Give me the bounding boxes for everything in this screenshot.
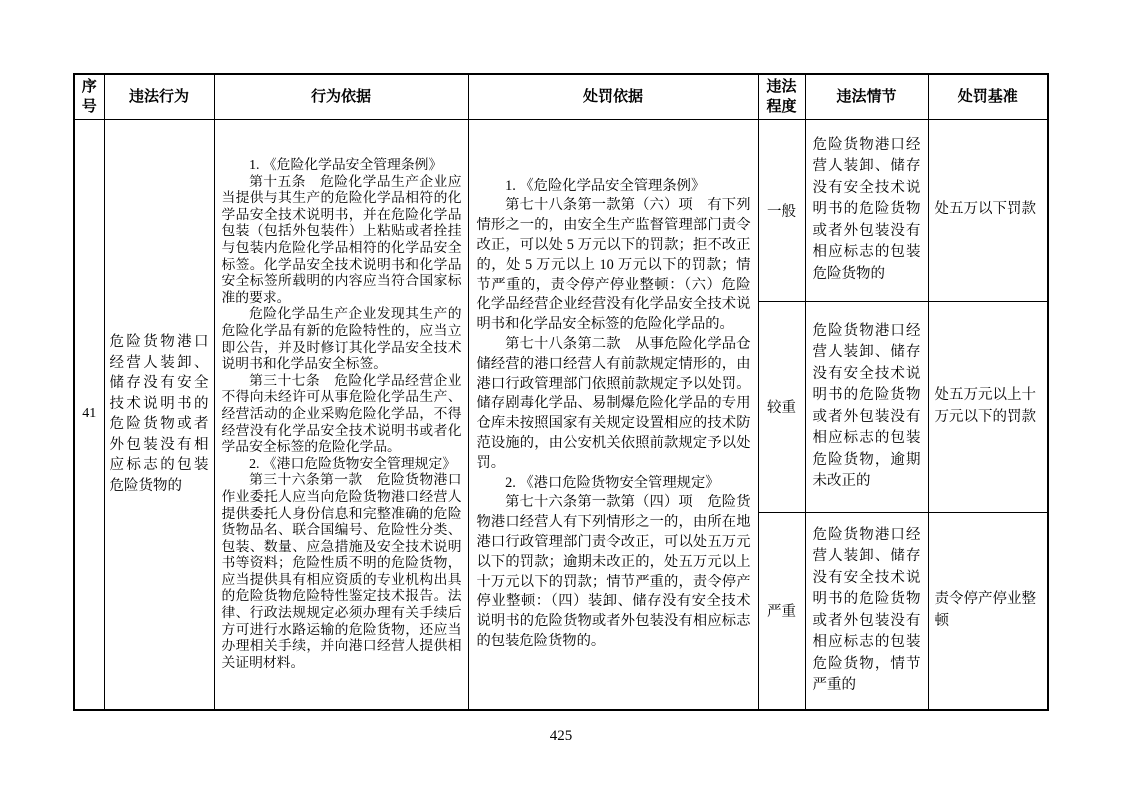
behavior-basis-paragraph: 第三十七条 危险化学品经营企业不得向未经许可从事危险化学品生产、经营活动的企业采购危险化学品，不得经营没有化学品安全技术说明书或者化学品安全标签的危险化学品。	[221, 372, 462, 455]
behavior-basis-paragraph: 第三十六条第一款 危险货物港口作业委托人应当向危险货物港口经营人提供委托人身份信息和完整准确的危险货物品名、联合国编号、危险性分类、包装、数量、应急措施及安全技术说明书等资料；危险性质不明的危险货物，应当提供具有相应资质的专业机构出具的危险货物危险特性鉴定技术报告。法律、行政法规规定必须办理有关手续后方可进行水路运输的危险货物，还应当办理相关手续，并向港口经营人提供相关证明材料。	[221, 472, 462, 670]
cell-illegal-behavior: 危险货物港口经营人装卸、储存没有安全技术说明书的危险货物或者外包装没有相应标志的包装危险货物的	[104, 119, 214, 710]
cell-penalty-basis	[468, 119, 758, 710]
header-violation-circumstance: 违法情节	[805, 74, 928, 119]
cell-degree-severe: 严重	[758, 512, 805, 710]
header-penalty-basis: 处罚依据	[468, 74, 758, 119]
table-header-row	[74, 74, 1048, 119]
header-index: 序号	[74, 74, 104, 119]
cell-degree-serious: 较重	[758, 301, 805, 512]
cell-behavior-basis	[214, 119, 468, 710]
cell-standard-general: 处五万以下罚款	[928, 119, 1048, 301]
table-row-41-subrow-general	[74, 119, 1048, 301]
cell-degree-general: 一般	[758, 119, 805, 301]
cell-circumstance-general: 危险货物港口经营人装卸、储存没有安全技术说明书的危险货物或者外包装没有相应标志的包装危险货物的	[805, 119, 928, 301]
page-number: 425	[549, 728, 573, 744]
cell-circumstance-severe: 危险货物港口经营人装卸、储存没有安全技术说明书的危险货物或者外包装没有相应标志的包装危险货物，情节严重的	[805, 512, 928, 710]
violation-table	[73, 73, 1049, 711]
header-behavior-basis: 行为依据	[214, 74, 468, 119]
header-illegal-behavior: 违法行为	[104, 74, 214, 119]
header-penalty-standard: 处罚基准	[928, 74, 1048, 119]
penalty-basis-paragraph: 第七十八条第二款 从事危险化学品仓储经营的港口经营人有前款规定情形的，由港口行政管理部门依照前款规定予以处罚。储存剧毒化学品、易制爆危险化学品的专用仓库未按照国家有关规定设置相应的技术防范设施的，由公安机关依照前款规定予以处罚。	[476, 336, 751, 471]
behavior-basis-paragraph: 危险化学品生产企业发现其生产的危险化学品有新的危险特性的，应当立即公告，并及时修订其化学品安全技术说明书和化学品安全标签。	[221, 306, 462, 372]
cell-standard-severe: 责令停产停业整顿	[928, 512, 1048, 710]
header-violation-degree: 违法程度	[758, 74, 805, 119]
cell-standard-serious: 处五万元以上十万元以下的罚款	[928, 301, 1048, 512]
behavior-basis-paragraph: 1. 《危险化学品安全管理条例》	[249, 157, 443, 173]
penalty-basis-paragraph: 1. 《危险化学品安全管理条例》	[505, 177, 706, 194]
behavior-basis-paragraph: 2. 《港口危险货物安全管理规定》	[249, 455, 457, 471]
penalty-basis-paragraph: 2. 《港口危险货物安全管理规定》	[505, 474, 720, 491]
behavior-basis-paragraph: 第十五条 危险化学品生产企业应当提供与其生产的危险化学品相符的化学品安全技术说明书，并在危险化学品包装（包括外包装件）上粘贴或者拴挂与包装内危险化学品相符的化学品安全标签。化学品安全技术说明书和化学品安全标签所载明的内容应当符合国家标准的要求。	[221, 173, 462, 305]
penalty-basis-paragraph: 第七十六条第一款第（四）项 危险货物港口经营人有下列情形之一的，由所在地港口行政管理部门责令改正，可以处五万元以下的罚款；逾期未改正的，处五万元以上十万元以下的罚款；情节严重的，责令停产停业整顿：（四）装卸、储存没有安全技术说明书的危险货物或者外包装没有相应标志的包装危险货物的。	[476, 494, 751, 650]
cell-circumstance-serious: 危险货物港口经营人装卸、储存没有安全技术说明书的危险货物或者外包装没有相应标志的包装危险货物，逾期未改正的	[805, 301, 928, 512]
cell-row-index: 41	[74, 119, 104, 710]
penalty-basis-paragraph: 第七十八条第一款第（六）项 有下列情形之一的，由安全生产监督管理部门责令改正，可以处 5 万元以下的罚款；拒不改正的，处 5 万元以上 10 万元以下的罚款；情节严重的，责令停产停业整顿：（六）危险化学品经营企业经营没有化学品安全技术说明书和化学品安全标签的危险化学品的。	[476, 197, 751, 333]
